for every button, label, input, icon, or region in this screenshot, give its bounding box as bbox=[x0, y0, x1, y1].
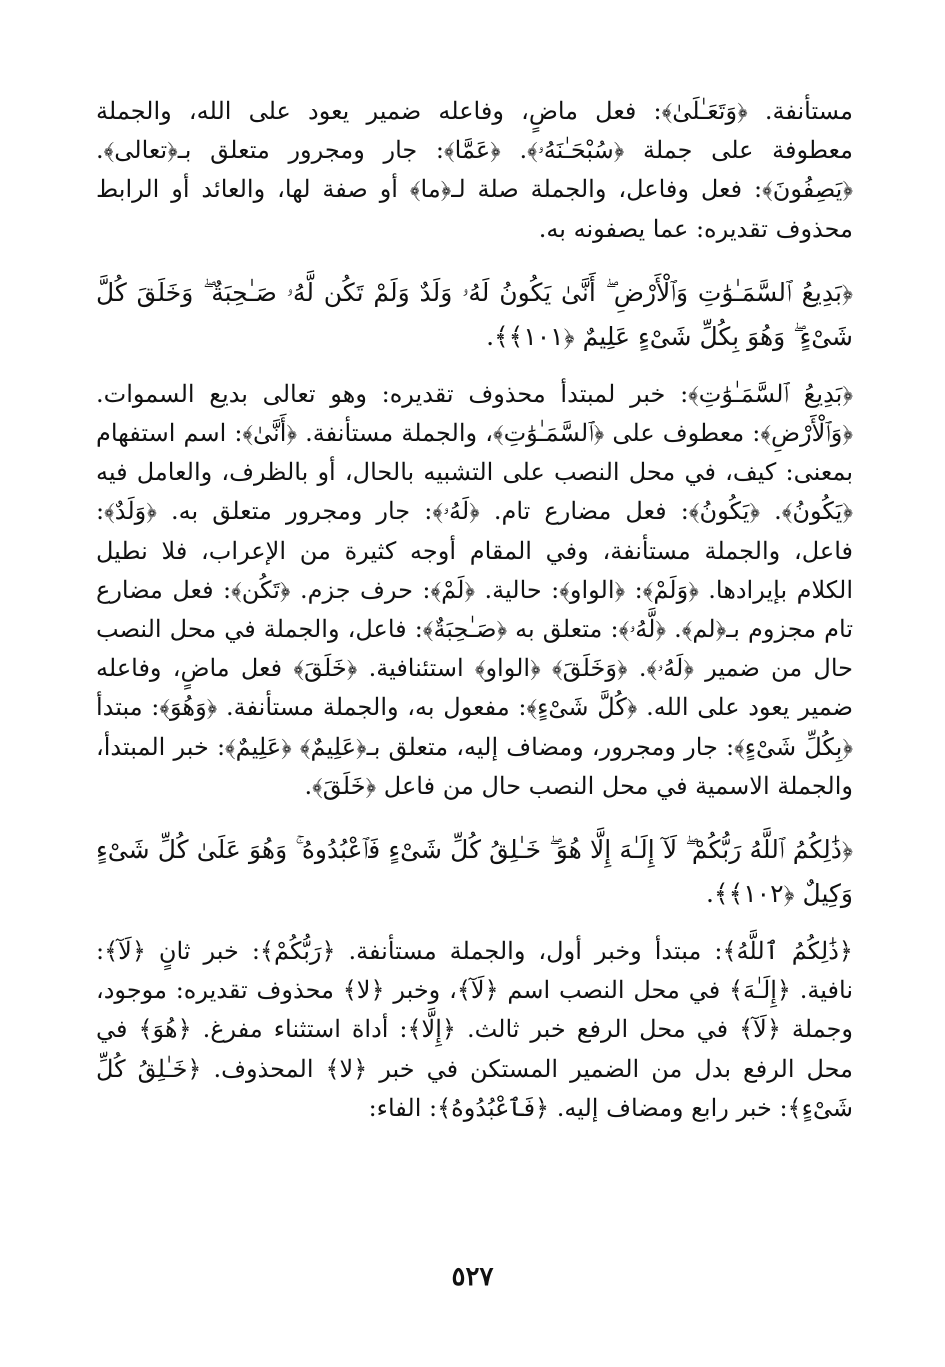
quran-verse: ﴿ذَٰلِكُمُ ٱللَّهُ رَبُّكُمْ ۖ لَآ إِلَـٰهَ إِلَّا هُوَ ۖ خَـٰلِقُ كُلِّ شَىْءٍ فَٱعْبُدُوهُ ۚ وَهُوَ عَلَىٰ كُلِّ شَىْءٍ وَكِيلٌ ﴿١٠٢﴾﴾. bbox=[96, 835, 853, 909]
commentary-paragraph: ﴿ذَٰلِكُمُ ٱللَّهُ﴾: مبتدأ وخبر أول، والجملة مستأنفة. ﴿رَبُّكُمْ﴾: خبر ثانٍ ﴿لَآ﴾: نافية. ﴿إِلَـٰهَ﴾ في محل النصب اسم ﴿لَآ﴾، وخبر ﴿لا﴾ محذوف تقديره: موجود، وجملة ﴿لَآ﴾ في محل الرفع خبر ثالث. ﴿إِلَّا﴾: أداة استثناء مفرغ. ﴿هُوَ﴾ في محل الرفع بدل من الضمير المستكن في خبر ﴿لا﴾ المحذوف. ﴿خَـٰلِقُ كُلِّ شَىْءٍ﴾: خبر رابع ومضاف إليه. ﴿فَٱعْبُدُوهُ﴾: الفاء: bbox=[96, 937, 853, 1122]
quran-verse: ﴿بَدِيعُ ٱلسَّمَـٰوَٰتِ وَٱلْأَرْضِ ۖ أَنَّىٰ يَكُونُ لَهُۥ وَلَدٌ وَلَمْ تَكُن لَّهُۥ صَـٰحِبَةٌ ۖ وَخَلَقَ كُلَّ شَىْءٍ ۖ وَهُوَ بِكُلِّ شَىْءٍ عَلِيمٌ ﴿١٠١﴾﴾. bbox=[96, 277, 853, 351]
commentary-paragraph: مستأنفة. ﴿وَتَعَـٰلَىٰ﴾: فعل ماضٍ، وفاعله ضمير يعود على الله، والجملة معطوفة على جملة ﴿سُبْحَـٰنَهُۥ﴾. ﴿عَمَّا﴾: جار ومجرور متعلق بـ﴿تعالى﴾. ﴿يَصِفُونَ﴾: فعل وفاعل، والجملة صلة لـ﴿ما﴾ أو صفة لها، والعائد أو الرابط محذوف تقديره: عما يصفونه به. bbox=[96, 97, 853, 243]
commentary-paragraph: ﴿بَدِيعُ ٱلسَّمَـٰوَٰتِ﴾: خبر لمبتدأ محذوف تقديره: وهو تعالى بديع السموات. ﴿وَٱلْأَرْضِ﴾: معطوف على ﴿ٱلسَّمَـٰوَٰتِ﴾، والجملة مستأنفة. ﴿أَنَّىٰ﴾: اسم استفهام بمعنى: كيف، في محل النصب على التشبيه بالحال، أو بالظرف، والعامل فيه ﴿يَكُونُ﴾. ﴿يَكُونُ﴾: فعل مضارع تام. ﴿لَهُۥ﴾: جار ومجرور متعلق به. ﴿وَلَدٌ﴾: فاعل، والجملة مستأنفة، وفي المقام أوجه كثيرة من الإعراب، فلا نطيل الكلام بإيرادها. ﴿وَلَمْ﴾: ﴿الواو﴾: حالية. ﴿لَمْ﴾: حرف جزم. ﴿تَكُن﴾: فعل مضارع تام مجزوم بـ﴿لم﴾. ﴿لَّهُۥ﴾: متعلق به ﴿صَـٰحِبَةٌ﴾: فاعل، والجملة في محل النصب حال من ضمير ﴿لَهُۥ﴾. ﴿وَخَلَقَ﴾ ﴿الواو﴾ استئنافية. ﴿خَلَقَ﴾ فعل ماضٍ، وفاعله ضمير يعود على الله. ﴿كُلَّ شَىْءٍ﴾: مفعول به، والجملة مستأنفة. ﴿وَهُوَ﴾: مبتدأ ﴿بِكُلِّ شَىْءٍ﴾: جار ومجرور، ومضاف إليه، متعلق بـ﴿عَلِيمٌ﴾ ﴿عَلِيمٌ﴾: خبر المبتدأ، والجملة الاسمية في محل النصب حال من فاعل ﴿خَلَقَ﴾. bbox=[96, 379, 853, 800]
page-number: ٥٢٧ bbox=[451, 1262, 494, 1292]
